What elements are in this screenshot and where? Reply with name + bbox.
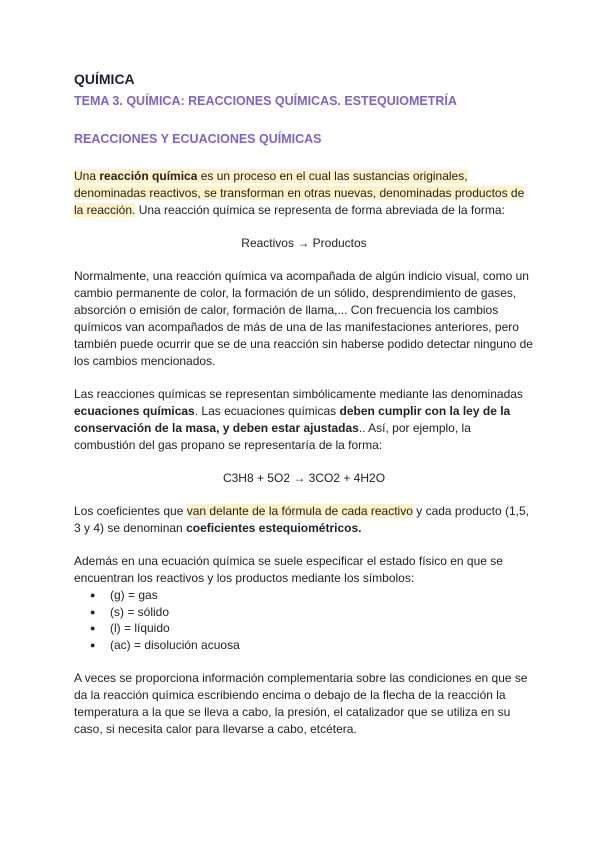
- bold-term: deben cumplir con la ley de la conservación de la masa, y deben estar ajustadas: [74, 404, 511, 435]
- paragraph-states: Además en una ecuación química se suele especificar el estado físico en que se encuentran los reactivos y los productos mediante los símbolos:: [74, 554, 503, 585]
- list-item: ● (l) = líquido: [74, 620, 534, 637]
- formula-propane: C3H8 + 5O2 → 3CO2 + 4H2O: [222, 471, 386, 485]
- paragraph-definition: [74, 168, 534, 219]
- text-span: Los coeficientes que: [74, 504, 187, 518]
- bold-term: reacción química: [99, 169, 198, 183]
- highlighted-text: van delante de la fórmula de cada reactivo: [186, 504, 413, 518]
- paragraph-equations: [74, 386, 534, 454]
- bold-term: ecuaciones químicas: [74, 404, 195, 418]
- text-span: . Las ecuaciones químicas: [194, 404, 340, 418]
- bold-term: coeficientes estequiométricos.: [186, 521, 362, 535]
- paragraph-indicators: Normalmente, una reacción química va acompañada de algún indicio visual, como un cambio permanente de color, la formación de un sólido, desprendimiento de gases, absorción o emisión de calor, formación de llama,... Con frecuencia los cambios químicos van acompañados de más de una de las manifestaciones anteriores, pero también puede ocurrir que se de una reacción sin haberse podido detectar ninguno de los cambios mencionados.: [74, 269, 533, 368]
- paragraph-coefficients: [74, 503, 534, 537]
- page-title: QUÍMICA: [74, 71, 135, 87]
- text-span: Las reacciones químicas se representan simbólicamente mediante las denominadas: [74, 387, 523, 401]
- text-span: Una reacción química se representa de forma abreviada de la forma:: [135, 203, 505, 217]
- list-item: ● (ac) = disolución acuosa: [74, 637, 534, 654]
- document-page: [74, 70, 534, 738]
- list-item: ● (g) = gas: [74, 587, 534, 604]
- text-span: .. Así, por ejemplo, la combustión del gas propano se representaría de la forma:: [74, 421, 471, 452]
- text-span: Una: [74, 169, 100, 183]
- section-heading: REACCIONES Y ECUACIONES QUÍMICAS: [74, 132, 322, 146]
- highlighted-text: es un proceso en el cual las sustancias originales, denominadas reactivos, se transforman en otras nuevas, denominadas productos de la reacción.: [74, 169, 525, 217]
- list-item: ● (s) = sólido: [74, 604, 534, 621]
- formula-generic: Reactivos → Productos: [241, 236, 367, 250]
- states-list: [74, 587, 534, 653]
- text-span: y cada producto (1,5, 3 y 4) se denominan: [74, 504, 529, 535]
- topic-subtitle: TEMA 3. QUÍMICA: REACCIONES QUÍMICAS. ESTEQUIOMETRÍA: [74, 94, 457, 108]
- paragraph-conditions: A veces se proporciona información complementaria sobre las condiciones en que se da la reacción química escribiendo encima o debajo de la flecha de la reacción la temperatura a la que se lleva a cabo, la presión, el catalizador que se utiliza en su caso, si necesita calor para llevarse a cabo, etcétera.: [74, 671, 528, 736]
